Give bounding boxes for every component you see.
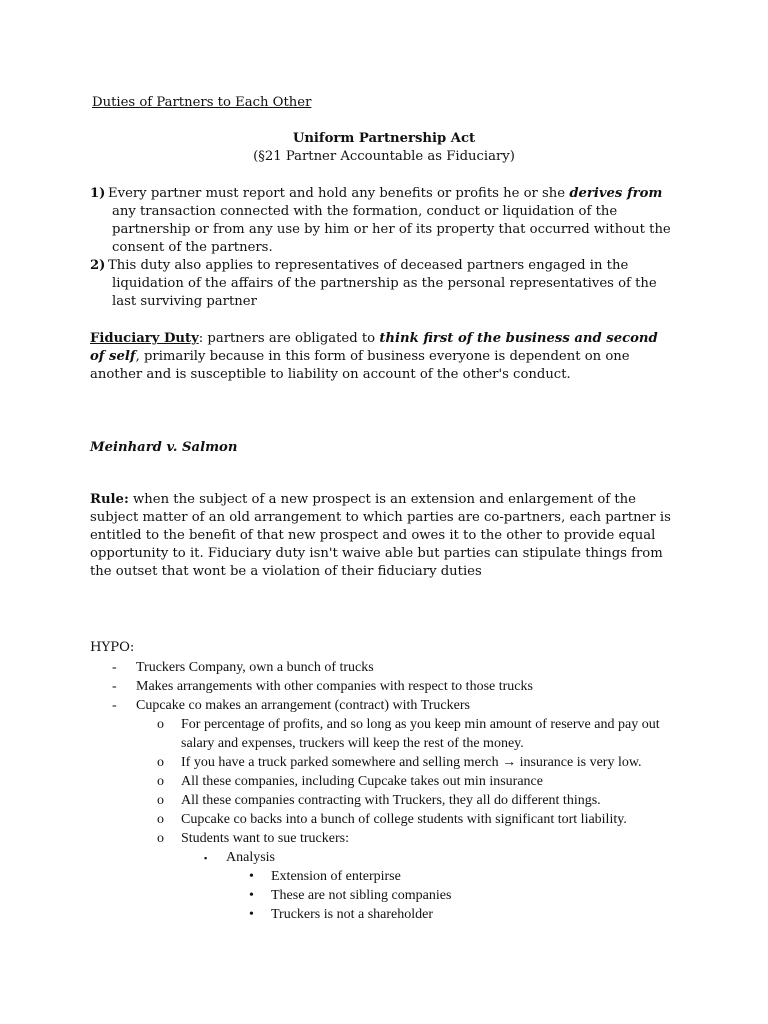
section-heading: Duties of Partners to Each Other (92, 95, 312, 110)
analysis-item: These are not sibling companies (271, 888, 452, 903)
circle-bullet: o (157, 793, 164, 808)
case-name: Meinhard v. Salmon (90, 440, 238, 455)
circle-bullet: o (157, 755, 164, 770)
point-text: Every partner must report and hold any benefits or profits he or she derives from any transaction connected with the formation, conduct or liquidation of the partnership or from any use by him or her of its property that occurred without the consent of the partners. (108, 186, 671, 255)
list-item: Truckers Company, own a bunch of trucks (136, 660, 374, 675)
point-number: 2) (90, 258, 106, 273)
dash-bullet: - (112, 660, 117, 675)
sub-list-item: All these companies, including Cupcake takes out min insurance (181, 774, 543, 789)
list-item: Cupcake co makes an arrangement (contract) with Truckers (136, 698, 470, 713)
dot-bullet: • (249, 888, 254, 903)
analysis-item: Truckers is not a shareholder (271, 907, 434, 922)
sub-list-item: Cupcake co backs into a bunch of college students with significant tort liability. (181, 812, 627, 827)
dot-bullet: • (249, 907, 254, 922)
analysis-item: Extension of enterpirse (271, 869, 401, 884)
rule-paragraph: Rule: when the subject of a new prospect is an extension and enlargement of the subject matter of an old arrangement to which parties are co-partners, each partner is entitled to the benefit of that new prospect and owes it to the other to provide equal opportunity to it. Fiduciary duty isn't waive able but parties can stipulate things from the outset that wont be a violation of their fiduciary duties (90, 492, 671, 579)
sub-list-item: If you have a truck parked somewhere and selling merch → insurance is very low. (181, 755, 642, 770)
hypo-label: HYPO: (90, 640, 135, 655)
point-text: This duty also applies to representatives of deceased partners engaged in the liquidation of the affairs of the partnership as the personal representatives of the last surviving partner (108, 258, 657, 309)
sub-list-item: Students want to sue truckers: (181, 831, 349, 846)
circle-bullet: o (157, 774, 164, 789)
circle-bullet: o (157, 831, 164, 846)
dash-bullet: - (112, 698, 117, 713)
sub-list-item: For percentage of profits, and so long as you keep min amount of reserve and pay out salary and expenses, truckers will keep the rest of the money. (181, 717, 660, 751)
point-number: 1) (90, 186, 106, 201)
square-bullet: ▪ (204, 853, 208, 863)
circle-bullet: o (157, 812, 164, 827)
sub-list-item: All these companies contracting with Truckers, they all do different things. (181, 793, 601, 808)
dot-bullet: • (249, 869, 254, 884)
dash-bullet: - (112, 679, 117, 694)
fiduciary-paragraph: Fiduciary Duty: partners are obligated to think first of the business and second of self, primarily because in this form of business everyone is dependent on one another and is susceptible to liability on account of the other's conduct. (90, 331, 658, 382)
act-title: Uniform Partnership Act (292, 131, 476, 146)
list-item: Makes arrangements with other companies with respect to those trucks (136, 679, 533, 694)
act-subtitle: (§21 Partner Accountable as Fiduciary) (253, 149, 515, 164)
analysis-label: Analysis (226, 850, 275, 865)
circle-bullet: o (157, 717, 164, 732)
